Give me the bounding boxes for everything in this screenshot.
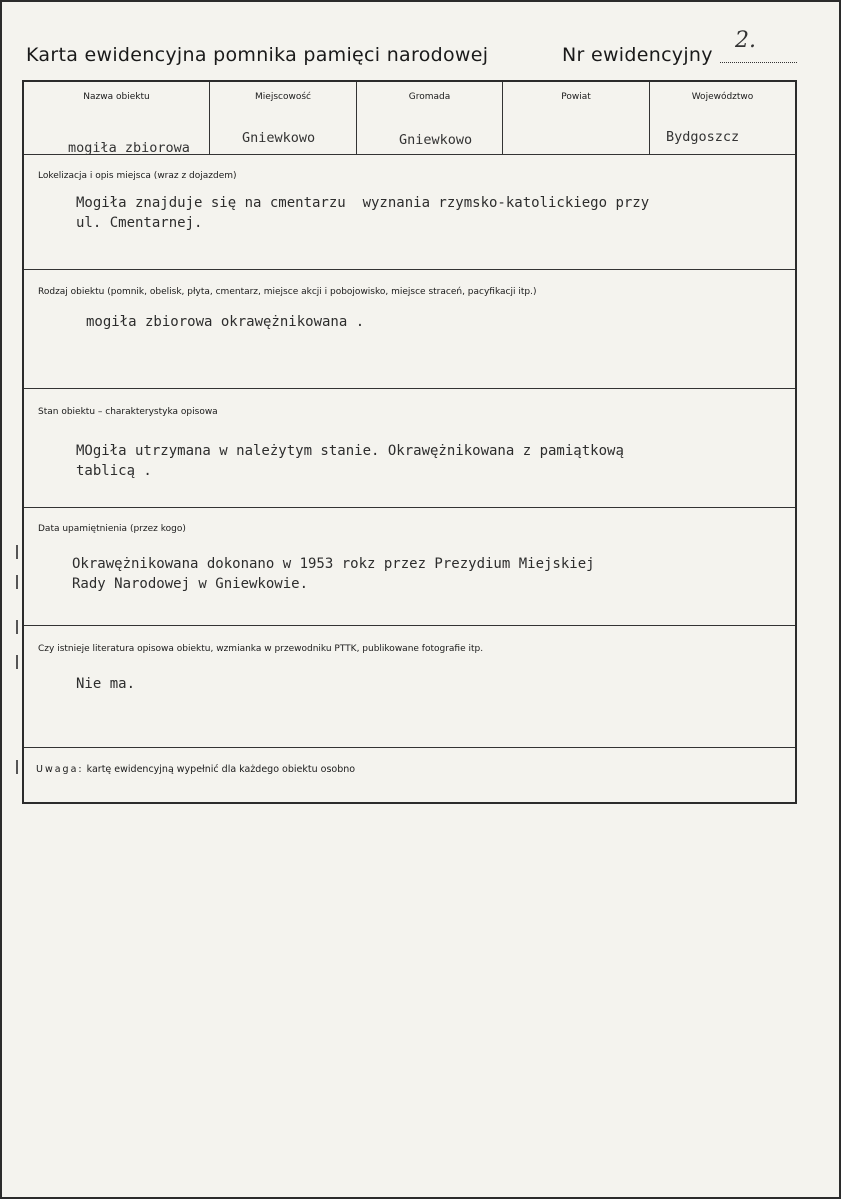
section-data <box>24 508 795 626</box>
section-label: Data upamiętnienia (przez kogo) <box>38 524 186 534</box>
nr-label: Nr ewidencyjny <box>562 44 713 66</box>
margin-mark <box>16 655 18 669</box>
column-label: Powiat <box>561 92 591 102</box>
nr-line <box>720 62 797 63</box>
section-rodzaj <box>24 270 795 389</box>
section-label: Czy istnieje literatura opisowa obiektu, wzmianka w przewodniku PTTK, publikowane fotografie itp. <box>38 644 484 654</box>
section-literatura <box>24 626 795 748</box>
record-card <box>22 80 797 804</box>
column-miejscowosc <box>210 82 357 154</box>
footer-note-label: Uwaga: <box>36 764 84 775</box>
column-value: Gniewkowo <box>242 130 316 146</box>
card-title: Karta ewidencyjna pomnika pamięci narodowej <box>26 44 489 66</box>
column-wojewodztwo <box>650 82 795 154</box>
column-powiat <box>503 82 650 154</box>
column-gromada <box>357 82 503 154</box>
nr-value: 2. <box>735 28 756 53</box>
section-label: Stan obiektu – charakterystyka opisowa <box>38 407 218 417</box>
section-stan <box>24 389 795 508</box>
section-text: mogiła zbiorowa okrawężnikowana . <box>86 314 365 330</box>
footer-note-text: kartę ewidencyjną wypełnić dla każdego obiektu osobno <box>86 764 356 775</box>
section-label: Rodzaj obiektu (pomnik, obelisk, płyta, cmentarz, miejsce akcji i pobojowisko, miejsce straceń, pacyfikacji itp.) <box>38 287 537 297</box>
margin-mark <box>16 620 18 634</box>
margin-mark <box>16 760 18 774</box>
column-label: Nazwa obiektu <box>83 92 150 102</box>
column-label: Miejscowość <box>255 92 311 102</box>
section-text: Mogiła znajduje się na cmentarzu wyznania rzymsko-katolickiego przy ul. Cmentarnej. <box>76 195 650 231</box>
footer-note <box>36 764 355 775</box>
margin-mark <box>16 545 18 559</box>
section-text: Okrawężnikowana dokonano w 1953 rokz przez Prezydium Miejskiej Rady Narodowej w Gniewkowie. <box>72 556 595 592</box>
section-text: Nie ma. <box>76 676 136 692</box>
margin-mark <box>16 575 18 589</box>
column-value: Gniewkowo <box>399 132 473 148</box>
section-text: MOgiła utrzymana w należytym stanie. Okrawężnikowana z pamiątkową tablicą . <box>76 443 624 479</box>
column-label: Województwo <box>691 92 754 102</box>
column-value: Bydgoszcz <box>666 129 740 145</box>
section-label: Lokelizacja i opis miejsca (wraz z dojazdem) <box>38 171 237 181</box>
section-lokalizacja <box>24 155 795 270</box>
column-label: Gromada <box>408 92 451 102</box>
object-name-value: mogiła zbiorowa <box>68 140 190 156</box>
